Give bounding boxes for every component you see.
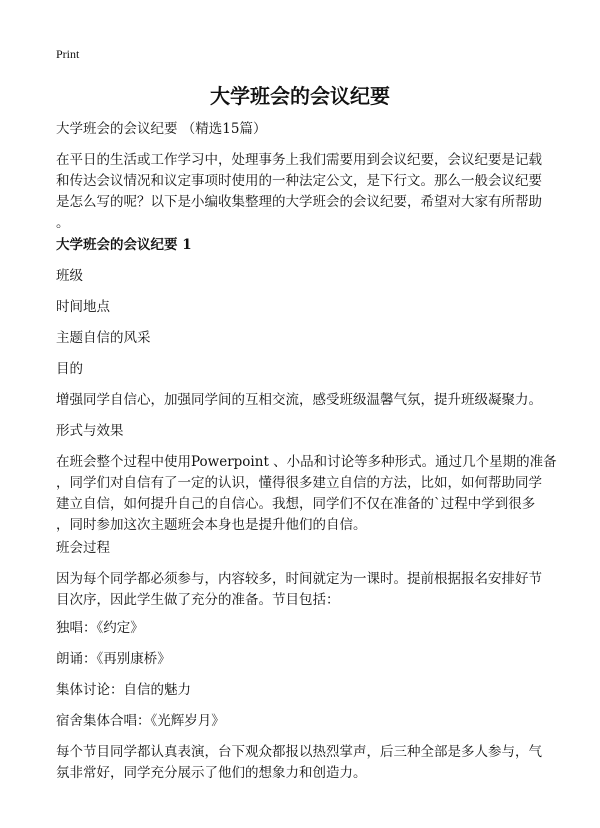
time-place-label: 时间地点	[56, 299, 110, 315]
form-effect-line-3: 建立自信，如何提升自己的自信心。我想，同学们不仅在准备的`过程中学到很多	[56, 496, 536, 512]
document-subtitle: 大学班会的会议纪要 （精选15篇）	[56, 121, 267, 137]
intro-paragraph	[56, 150, 556, 234]
form-effect-label: 形式与效果	[56, 423, 124, 439]
intro-line-2: 和传达会议情况和议定事项时使用的一种法定公文，是下行文。那么一般会议纪要	[56, 173, 542, 189]
process-label: 班会过程	[56, 540, 110, 556]
program-solo: 独唱：《约定》	[56, 620, 144, 636]
process-paragraph	[56, 569, 556, 611]
process-line-2: 目次序，因此学生做了充分的准备。节目包括：	[56, 592, 340, 608]
program-discussion: 集体讨论：自信的魅力	[56, 682, 191, 698]
form-effect-line-1: 在班会整个过程中使用Powerpoint 、小品和讨论等多种形式。通过几个星期的准备	[56, 454, 557, 470]
section-heading-1: 大学班会的会议纪要 1	[56, 237, 192, 253]
form-effect-line-4: ，同时参加这次主题班会本身也是提升他们的自信。	[56, 517, 367, 533]
process-line-1: 因为每个同学都必须参与，内容较多，时间就定为一课时。提前根据报名安排好节	[56, 571, 542, 587]
program-recitation: 朗诵：《再别康桥》	[56, 651, 171, 667]
intro-line-4: 。	[56, 215, 70, 231]
closing-paragraph	[56, 742, 556, 784]
purpose-label: 目的	[56, 361, 83, 377]
class-label: 班级	[56, 268, 83, 284]
theme-text: 主题自信的风采	[56, 330, 151, 346]
closing-line-1: 每个节目同学都认真表演，台下观众都报以热烈掌声，后三种全部是多人参与，气	[56, 744, 542, 760]
closing-line-2: 氛非常好，同学充分展示了他们的想象力和创造力。	[56, 765, 367, 781]
intro-line-1: 在平日的生活或工作学习中，处理事务上我们需要用到会议纪要，会议纪要是记载	[56, 152, 542, 168]
intro-line-3: 是怎么写的呢？以下是小编收集整理的大学班会的会议纪要，希望对大家有所帮助	[56, 194, 542, 210]
form-effect-paragraph	[56, 452, 556, 536]
purpose-text: 增强同学自信心，加强同学间的互相交流，感受班级温馨气氛，提升班级凝聚力。	[56, 392, 542, 408]
page-title: 大学班会的会议纪要	[210, 84, 390, 108]
program-chorus: 宿舍集体合唱：《光辉岁月》	[56, 713, 225, 729]
print-label: Print	[56, 47, 80, 61]
form-effect-line-2: ，同学们对自信有了一定的认识，懂得很多建立自信的方法，比如，如何帮助同学	[56, 475, 542, 491]
